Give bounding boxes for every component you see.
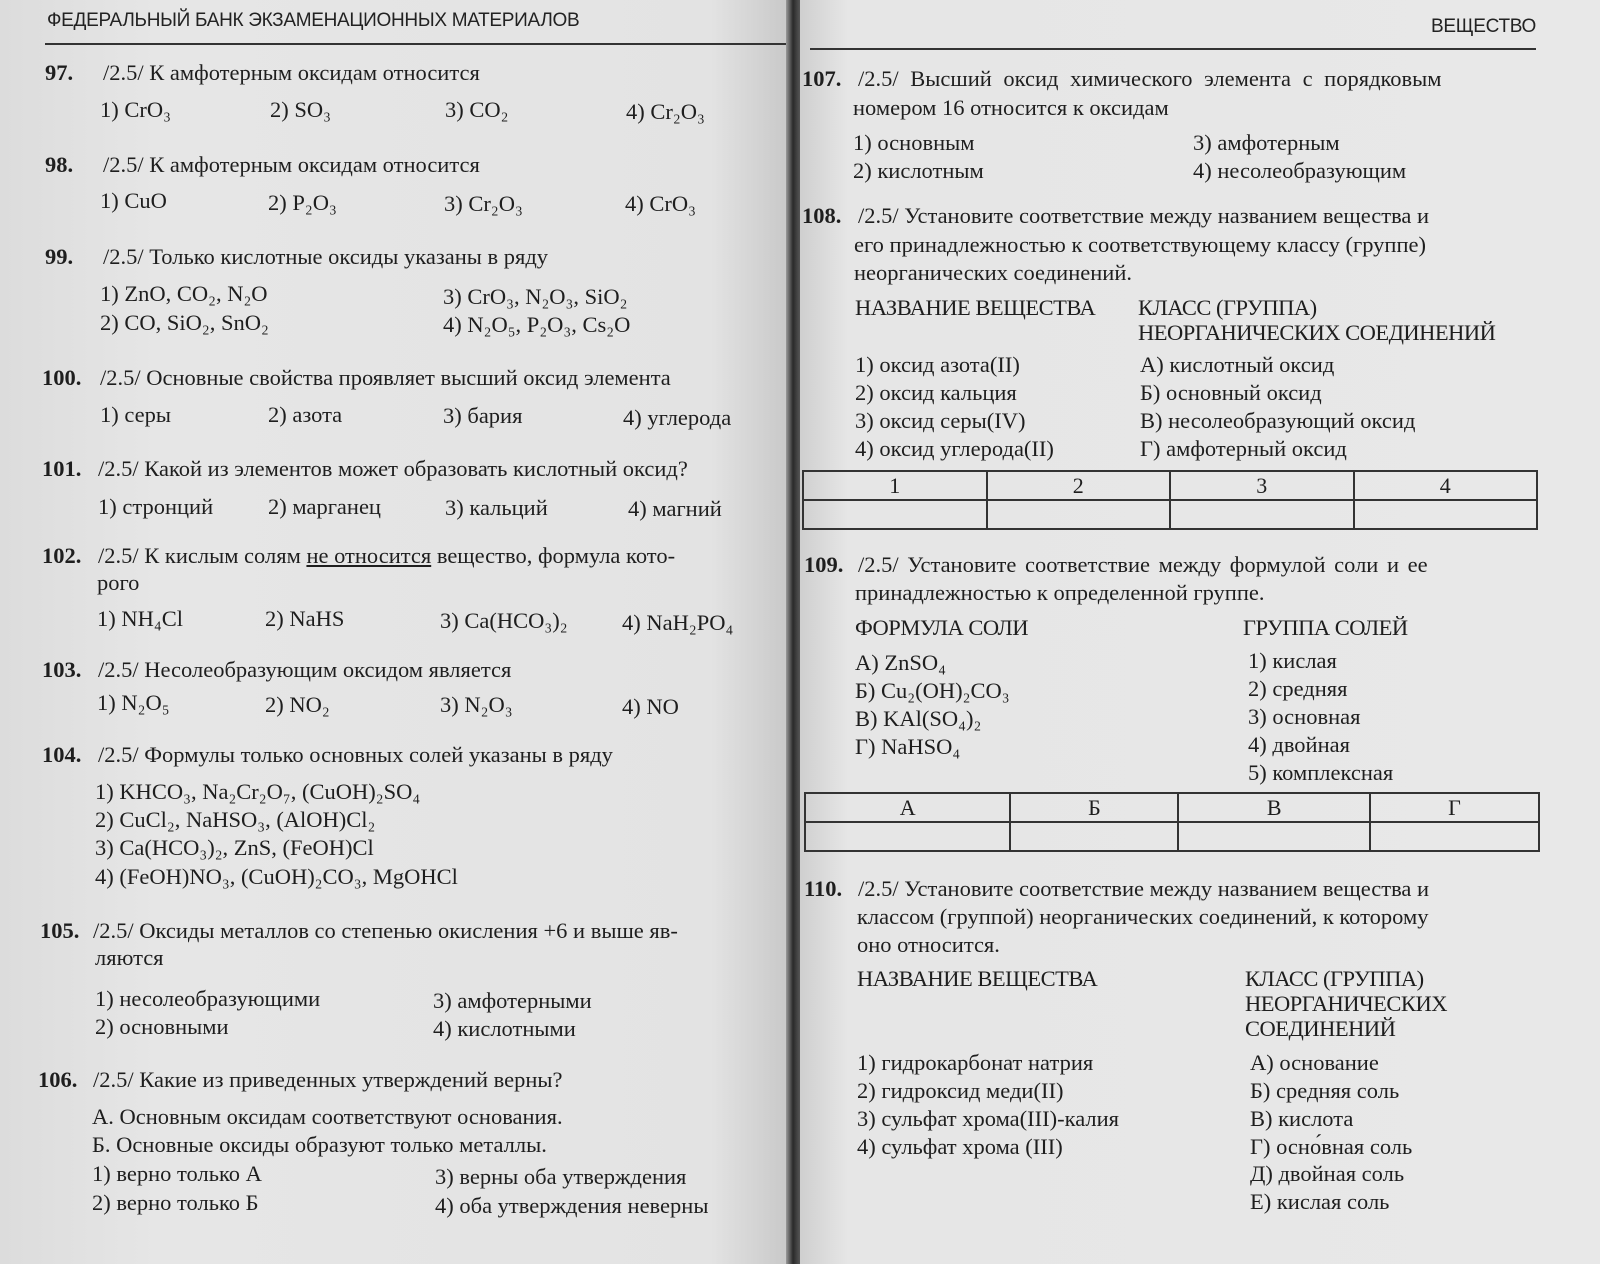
- question-text: [98, 543, 675, 569]
- question-number: 105.: [40, 918, 80, 943]
- class-item: Г) осно́вная соль: [1250, 1134, 1413, 1159]
- question-number: 109.: [804, 552, 844, 577]
- answer-cell[interactable]: [987, 500, 1171, 529]
- question-number: 100.: [42, 365, 82, 390]
- answer-cell[interactable]: [1170, 500, 1354, 529]
- answer-cell[interactable]: [1178, 822, 1370, 851]
- list-item: 2) гидроксид меди(II): [857, 1078, 1064, 1103]
- list-item: 1) оксид азота(II): [855, 352, 1020, 377]
- option: 2) азота: [268, 402, 343, 427]
- question-number: 106.: [38, 1067, 78, 1092]
- option: 4) кислотными: [433, 1016, 576, 1041]
- underlined-emphasis: не относится: [306, 543, 432, 568]
- option: 3) бария: [443, 403, 523, 428]
- question-text-continued: рого: [97, 570, 140, 595]
- question-number: 101.: [42, 456, 82, 481]
- option: 2) NaHS: [265, 606, 345, 631]
- question-text-continued: его принадлежностью к соответствующему классу (группе): [854, 232, 1426, 257]
- question-text-continued: оно относится.: [857, 932, 1000, 957]
- answer-header: 2: [987, 471, 1171, 500]
- answer-header: 3: [1170, 471, 1354, 500]
- option: 1) CuO: [100, 188, 167, 213]
- answer-cell[interactable]: [1370, 822, 1539, 851]
- option: 4) (FeOH)NO₃, (CuOH)₂CO₃, MgOHCl: [95, 864, 458, 889]
- question-text-part: /2.5/ К кислым солям: [98, 543, 307, 568]
- option: 2) основными: [95, 1014, 229, 1039]
- question-text: /2.5/ Высший оксид химического элемента с порядковым: [858, 66, 1442, 91]
- question-text: /2.5/ Формулы только основных солей указаны в ряду: [98, 742, 613, 767]
- group-item: 5) комплексная: [1248, 760, 1394, 785]
- option: 4) Cr₂O₃: [626, 99, 705, 124]
- class-item: А) основание: [1250, 1050, 1379, 1075]
- option: 2) CuCl₂, NaHSO₃, (AlOH)Cl₂: [95, 807, 376, 832]
- option: 2) верно только Б: [92, 1190, 259, 1215]
- option: 1) ZnO, CO₂, N₂O: [100, 281, 268, 306]
- column-header: КЛАСС (ГРУППА): [1245, 966, 1424, 991]
- column-header: ГРУППА СОЛЕЙ: [1243, 615, 1408, 640]
- answer-header: В: [1178, 793, 1370, 822]
- question-text: /2.5/ Несолеобразующим оксидом является: [98, 657, 512, 682]
- class-item: Д) двойная соль: [1250, 1161, 1405, 1186]
- list-item: 2) оксид кальция: [855, 380, 1017, 405]
- option: 3) N₂O₃: [440, 692, 513, 717]
- question-text: /2.5/ К амфотерным оксидам относится: [103, 60, 480, 85]
- answer-header: 4: [1354, 471, 1538, 500]
- option: 3) кальций: [445, 495, 548, 520]
- option: 3) Ca(HCO₃)₂: [440, 608, 568, 633]
- list-item: 4) оксид углерода(II): [855, 436, 1054, 461]
- option: 1) CrO₃: [100, 97, 171, 122]
- option: 3) амфотерным: [1193, 130, 1340, 155]
- option: 3) CO₂: [445, 97, 509, 122]
- question-text-continued: ляются: [95, 945, 164, 970]
- running-header: ВЕЩЕСТВО: [1431, 16, 1536, 37]
- answer-cell[interactable]: [1010, 822, 1178, 851]
- question-text: /2.5/ Установите соответствие между формулой соли и ее: [858, 552, 1428, 577]
- column-header: НЕОРГАНИЧЕСКИХ СОЕДИНЕНИЙ: [1138, 320, 1496, 345]
- class-item: В) кислота: [1250, 1106, 1354, 1131]
- statement-a: А. Основным оксидам соответствуют основания.: [92, 1104, 563, 1129]
- answer-cell[interactable]: [805, 822, 1010, 851]
- question-text: /2.5/ Какие из приведенных утверждений верны?: [93, 1067, 563, 1092]
- class-item: Б) основный оксид: [1140, 380, 1322, 405]
- question-number: 103.: [42, 657, 82, 682]
- list-item: В) KAl(SO₄)₂: [855, 706, 982, 731]
- question-number: 98.: [45, 152, 74, 177]
- left-page: [0, 0, 790, 1264]
- option: 1) KHCO₃, Na₂Cr₂O₇, (CuOH)₂SO₄: [95, 779, 421, 804]
- option: 4) оба утверждения неверны: [435, 1193, 709, 1218]
- question-text: /2.5/ Установите соответствие между названием вещества и: [858, 876, 1430, 901]
- list-item: 4) сульфат хрома (III): [857, 1134, 1063, 1159]
- option: 3) амфотерными: [433, 988, 592, 1013]
- option: 4) NO: [622, 694, 679, 719]
- column-header: КЛАСС (ГРУППА): [1138, 295, 1317, 320]
- answer-header: Б: [1010, 793, 1178, 822]
- list-item: Б) Cu₂(OH)₂CO₃: [855, 678, 1010, 703]
- answer-table: [804, 792, 1540, 852]
- question-number: 107.: [802, 66, 842, 91]
- class-item: В) несолеобразующий оксид: [1140, 408, 1416, 433]
- option: 4) N₂O₅, P₂O₃, Cs₂O: [443, 312, 631, 337]
- group-item: 2) средняя: [1248, 676, 1348, 701]
- option: 1) NH₄Cl: [97, 606, 183, 631]
- column-header: НЕОРГАНИЧЕСКИХ: [1245, 991, 1447, 1016]
- group-item: 4) двойная: [1248, 732, 1350, 757]
- option: 2) SO₃: [270, 97, 331, 122]
- option: 1) несолеобразующими: [95, 986, 321, 1011]
- option: 3) Cr₂O₃: [444, 191, 523, 216]
- question-text-part: вещество, формула кото-: [431, 543, 676, 568]
- class-item: Е) кислая соль: [1250, 1189, 1390, 1214]
- header-rule: [45, 43, 787, 45]
- class-item: Г) амфотерный оксид: [1140, 436, 1347, 461]
- option: 4) несолеобразующим: [1193, 158, 1407, 183]
- column-header: СОЕДИНЕНИЙ: [1245, 1016, 1396, 1041]
- question-text: /2.5/ К амфотерным оксидам относится: [103, 152, 480, 177]
- option: 1) стронций: [98, 494, 214, 519]
- statement-b: Б. Основные оксиды образуют только металлы.: [92, 1132, 547, 1157]
- option: 1) N₂O₅: [97, 690, 170, 715]
- option: 3) Ca(HCO₃)₂, ZnS, (FeOH)Cl: [95, 835, 374, 860]
- answer-header: А: [805, 793, 1010, 822]
- list-item: 3) оксид серы(IV): [855, 408, 1026, 433]
- option: 4) магний: [628, 496, 722, 521]
- option: 3) CrO₃, N₂O₃, SiO₂: [443, 284, 628, 309]
- option: 1) серы: [100, 402, 171, 427]
- question-text-continued: принадлежностью к определенной группе.: [855, 580, 1265, 605]
- column-header: НАЗВАНИЕ ВЕЩЕСТВА: [855, 295, 1096, 320]
- option: 4) углерода: [623, 405, 732, 430]
- option: 3) верны оба утверждения: [435, 1164, 687, 1189]
- question-text-continued: номером 16 относится к оксидам: [853, 95, 1169, 120]
- option: 1) основным: [853, 130, 975, 155]
- option: 2) CO, SiO₂, SnO₂: [100, 310, 269, 335]
- list-item: Г) NaHSO₄: [855, 734, 961, 759]
- question-text: /2.5/ Какой из элементов может образовать кислотный оксид?: [98, 456, 688, 481]
- list-item: 1) гидрокарбонат натрия: [857, 1050, 1094, 1075]
- question-number: 110.: [804, 876, 843, 901]
- option: 2) кислотным: [853, 158, 984, 183]
- question-text-continued: классом (группой) неорганических соединений, к которому: [857, 904, 1429, 929]
- answer-header: Г: [1370, 793, 1539, 822]
- question-number: 102.: [42, 543, 82, 568]
- option: 2) P₂O₃: [268, 190, 337, 215]
- column-header: ФОРМУЛА СОЛИ: [855, 615, 1028, 640]
- running-header: ФЕДЕРАЛЬНЫЙ БАНК ЭКЗАМЕНАЦИОННЫХ МАТЕРИАЛОВ: [47, 10, 580, 31]
- question-number: 104.: [42, 742, 82, 767]
- list-item: А) ZnSO₄: [855, 650, 946, 675]
- group-item: 1) кислая: [1248, 648, 1337, 673]
- book-spine: [786, 0, 800, 1264]
- option: 4) NaH₂PO₄: [622, 610, 734, 635]
- answer-cell[interactable]: [803, 500, 987, 529]
- question-number: 97.: [45, 60, 74, 85]
- option: 2) NO₂: [265, 692, 330, 717]
- group-item: 3) основная: [1248, 704, 1361, 729]
- question-text: /2.5/ Установите соответствие между названием вещества и: [858, 203, 1430, 228]
- option: 1) верно только А: [92, 1161, 262, 1186]
- answer-table: [802, 470, 1538, 530]
- question-text-continued: неорганических соединений.: [854, 260, 1132, 285]
- question-number: 99.: [45, 244, 74, 269]
- column-header: НАЗВАНИЕ ВЕЩЕСТВА: [857, 966, 1098, 991]
- class-item: Б) средняя соль: [1250, 1078, 1400, 1103]
- question-text: /2.5/ Основные свойства проявляет высший оксид элемента: [100, 365, 671, 390]
- answer-cell[interactable]: [1354, 500, 1538, 529]
- right-page: [800, 0, 1600, 1264]
- class-item: А) кислотный оксид: [1140, 352, 1335, 377]
- answer-header: 1: [803, 471, 987, 500]
- question-text: /2.5/ Только кислотные оксиды указаны в ряду: [103, 244, 549, 269]
- question-text: /2.5/ Оксиды металлов со степенью окисления +6 и выше яв-: [93, 918, 678, 943]
- option: 2) марганец: [268, 494, 381, 519]
- header-rule: [810, 48, 1536, 50]
- question-number: 108.: [802, 203, 842, 228]
- list-item: 3) сульфат хрома(III)-калия: [857, 1106, 1119, 1131]
- option: 4) CrO₃: [625, 191, 696, 216]
